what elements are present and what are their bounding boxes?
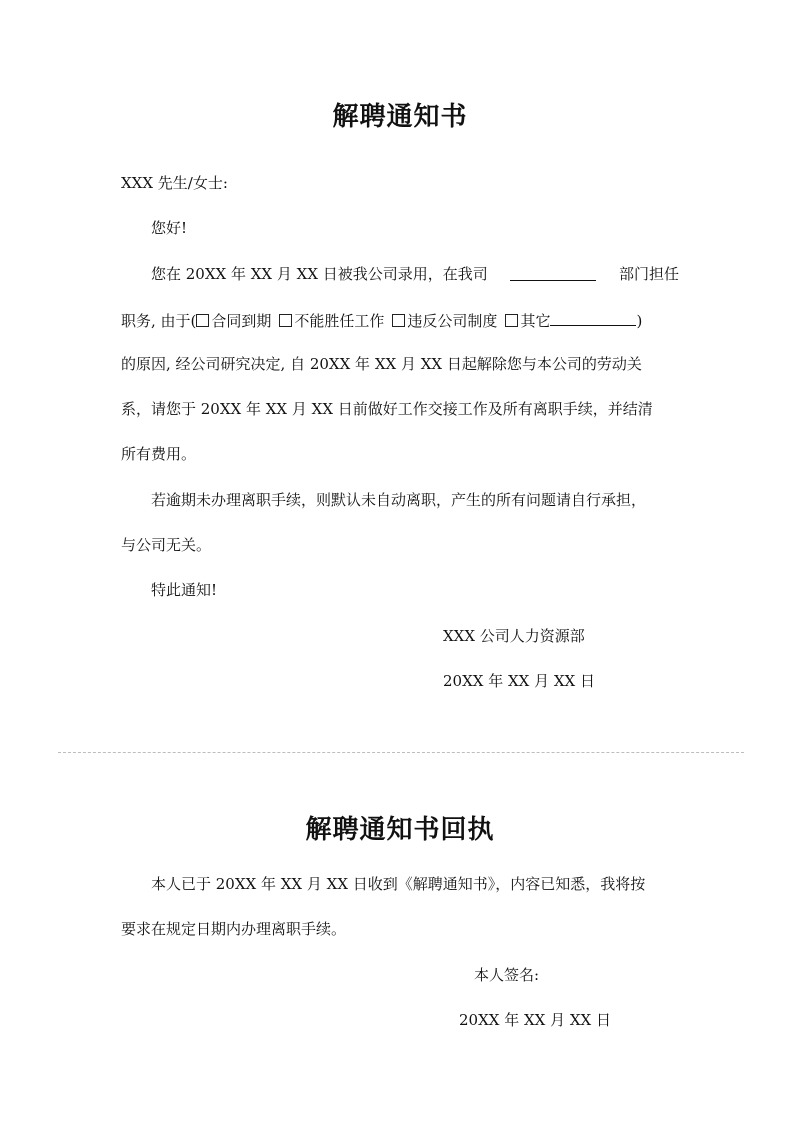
notice-p1-line5: 所有费用。 — [121, 445, 197, 463]
notice-p1-line1 — [151, 264, 679, 284]
department-blank — [510, 264, 596, 281]
checkbox-other[interactable] — [505, 314, 518, 327]
notice-p1-line2-end: ) — [636, 312, 643, 330]
checkbox-policy-violation[interactable] — [392, 314, 405, 327]
option-other: 其它 — [520, 312, 551, 330]
option-incompetent: 不能胜任工作 — [294, 312, 385, 330]
notice-signer: XXX 公司人力资源部 — [443, 627, 585, 645]
option-policy-violation: 违反公司制度 — [407, 312, 498, 330]
notice-date: 20XX 年 XX 月 XX 日 — [443, 672, 595, 690]
notice-p1-line2-start: 职务, 由于( — [121, 312, 197, 330]
notice-p1-line1-text: 您在 20XX 年 XX 月 XX 日被我公司录用，在我司 — [151, 265, 488, 283]
notice-title: 解聘通知书 — [332, 102, 468, 132]
option-contract-expiry: 合同到期 — [211, 312, 272, 330]
notice-p1-line2 — [121, 309, 642, 331]
receipt-signature-label: 本人签名: — [474, 966, 540, 984]
checkbox-contract-expiry[interactable] — [196, 314, 209, 327]
cut-line-divider — [58, 752, 744, 753]
notice-salutation: XXX 先生/女士: — [121, 174, 228, 192]
receipt-title: 解聘通知书回执 — [305, 815, 495, 845]
notice-greeting: 您好! — [151, 219, 188, 237]
notice-p1-line3: 的原因, 经公司研究决定, 自 20XX 年 XX 月 XX 日起解除您与本公司的劳动关 — [121, 355, 642, 373]
notice-p2-line2: 与公司无关。 — [121, 536, 212, 554]
notice-p2-line1: 若逾期未办理离职手续，则默认未自动离职，产生的所有问题请自行承担， — [151, 491, 647, 509]
notice-p1-line4: 系，请您于 20XX 年 XX 月 XX 日前做好工作交接工作及所有离职手续，并结清 — [121, 400, 653, 418]
notice-closing: 特此通知! — [151, 581, 218, 599]
receipt-line2: 要求在规定日期内办理离职手续。 — [121, 920, 347, 938]
notice-p1-line1-tail: 部门担任 — [618, 265, 679, 283]
receipt-date: 20XX 年 XX 月 XX 日 — [459, 1011, 611, 1029]
checkbox-incompetent[interactable] — [279, 314, 292, 327]
receipt-line1: 本人已于 20XX 年 XX 月 XX 日收到《解聘通知书》，内容已知悉，我将按 — [151, 875, 646, 893]
other-reason-blank — [550, 309, 636, 326]
